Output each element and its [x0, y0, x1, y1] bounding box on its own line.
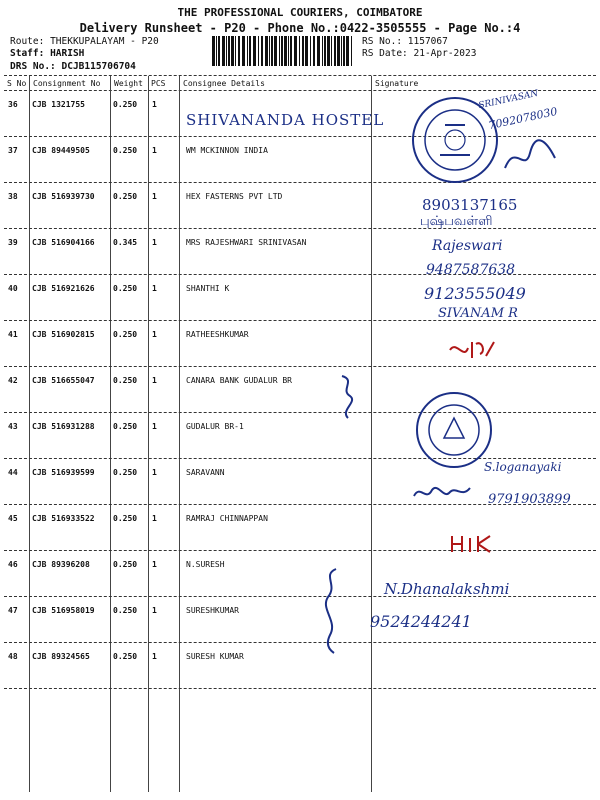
barcode-bar — [290, 36, 292, 66]
barcode-bar — [331, 36, 332, 66]
barcode-bar — [271, 36, 273, 66]
barcode-bar — [258, 36, 259, 66]
table-row — [0, 652, 600, 666]
row-consignee: SHANTHI K — [186, 284, 230, 293]
row-sno: 45 — [8, 514, 18, 523]
row-consignee: SURESHKUMAR — [186, 606, 239, 615]
col-header-consignee: Consignee Details — [183, 79, 265, 88]
handwritten-phone-47: 9524244241 — [370, 612, 472, 631]
row-separator — [4, 458, 596, 459]
stamp-phone: 7092078030 — [487, 104, 559, 133]
row-consignee: HEX FASTERNS PVT LTD — [186, 192, 283, 201]
rs-no-value: 1157067 — [407, 36, 448, 47]
col-header-weight: Weight — [114, 79, 143, 88]
table-row — [0, 330, 600, 344]
handwritten-sivanam: SIVANAM R — [438, 306, 518, 321]
row-pcs: 1 — [152, 422, 157, 431]
barcode-bar — [313, 36, 315, 66]
col-header-pcs: PCS — [151, 79, 166, 88]
barcode-bar — [343, 36, 345, 66]
barcode-bar — [346, 36, 349, 66]
row-consignment-no: CJB 89324565 — [32, 652, 90, 661]
tamil-signature-icon — [410, 478, 474, 506]
red-initials-icon — [448, 532, 498, 554]
barcode-bar — [269, 36, 270, 66]
row-sno: 47 — [8, 606, 18, 615]
rs-no-line — [362, 36, 448, 47]
barcode-bar — [341, 36, 342, 66]
staff-label: Staff: — [10, 48, 45, 59]
row-sno: 43 — [8, 422, 18, 431]
barcode-bar — [302, 36, 304, 66]
row-consignment-no: CJB 516921626 — [32, 284, 95, 293]
barcode-bar — [222, 36, 225, 66]
col-header-signature: Signature — [375, 79, 419, 88]
row-pcs: 1 — [152, 606, 157, 615]
row-weight: 0.250 — [113, 330, 138, 339]
row-pcs: 1 — [152, 560, 157, 569]
row-consignment-no: CJB 1321755 — [32, 100, 85, 109]
row-consignment-no: CJB 516939730 — [32, 192, 95, 201]
row-weight: 0.250 — [113, 100, 138, 109]
row-sno: 46 — [8, 560, 18, 569]
row-consignment-no: CJB 516958019 — [32, 606, 95, 615]
row-sno: 40 — [8, 284, 18, 293]
row-sno: 39 — [8, 238, 18, 247]
row-separator — [4, 228, 596, 229]
rs-no-label: RS No.: — [362, 36, 403, 47]
row-pcs: 1 — [152, 238, 157, 247]
blue-signature-icon — [336, 372, 360, 422]
row-pcs: 1 — [152, 514, 157, 523]
barcode-bar — [281, 36, 283, 66]
route-line — [10, 36, 159, 47]
barcode-bar — [218, 36, 220, 66]
rs-date-line — [362, 48, 476, 59]
table-row — [0, 376, 600, 390]
row-separator — [4, 136, 596, 137]
barcode-bar — [299, 36, 300, 66]
barcode-bar — [324, 36, 326, 66]
barcode-bar — [274, 36, 277, 66]
row-consignment-no: CJB 89396208 — [32, 560, 90, 569]
row-weight: 0.250 — [113, 146, 138, 155]
row-weight: 0.250 — [113, 284, 138, 293]
row-sno: 37 — [8, 146, 18, 155]
row-weight: 0.345 — [113, 238, 138, 247]
row-separator — [4, 642, 596, 643]
rs-date-label: RS Date: — [362, 48, 408, 59]
handwritten-phone-38: 8903137165 — [422, 196, 518, 214]
barcode-bar — [235, 36, 236, 66]
row-consignee: SURESH KUMAR — [186, 652, 244, 661]
barcode-bar — [216, 36, 217, 66]
barcode-bar — [284, 36, 287, 66]
barcode-bar — [351, 36, 352, 66]
barcode-bar — [238, 36, 240, 66]
route-label: Route: — [10, 36, 45, 47]
row-consignment-no: CJB 516931288 — [32, 422, 95, 431]
barcode-bar — [294, 36, 297, 66]
barcode-bar — [322, 36, 323, 66]
barcode-bar — [242, 36, 245, 66]
handwritten-phone-40: 9123555049 — [424, 284, 526, 303]
row-consignee: SARAVANN — [186, 468, 225, 477]
row-consignee: GUDALUR BR-1 — [186, 422, 244, 431]
route-value: THEKKUPALAYAM - P20 — [50, 36, 159, 47]
row-weight: 0.250 — [113, 514, 138, 523]
row-consignment-no: CJB 516902815 — [32, 330, 95, 339]
row-weight: 0.250 — [113, 606, 138, 615]
barcode-bar — [265, 36, 268, 66]
table-row — [0, 514, 600, 528]
handwritten-rajeswari: Rajeswari — [432, 238, 503, 254]
row-separator — [4, 688, 596, 689]
row-sno: 38 — [8, 192, 18, 201]
row-consignee: RATHEESHKUMAR — [186, 330, 249, 339]
signature-scribble-icon — [500, 138, 560, 178]
barcode-bar — [288, 36, 289, 66]
barcode-bar — [337, 36, 340, 66]
runsheet-subtitle: Delivery Runsheet - P20 - Phone No.:0422-3505555 - Page No.:4 — [79, 21, 521, 35]
barcode-bar — [310, 36, 311, 66]
barcode-bar — [228, 36, 230, 66]
drs-line — [10, 61, 136, 72]
row-pcs: 1 — [152, 376, 157, 385]
handwritten-sloganayaki: S.loganayaki — [484, 460, 562, 474]
drs-label: DRS No.: — [10, 61, 56, 72]
row-separator — [4, 366, 596, 367]
table-top-line — [4, 75, 596, 76]
long-signature-icon — [318, 565, 344, 655]
row-pcs: 1 — [152, 284, 157, 293]
row-weight: 0.250 — [113, 422, 138, 431]
row-weight: 0.250 — [113, 468, 138, 477]
handwritten-dhanalakshmi: N.Dhanalakshmi — [384, 580, 510, 598]
row-sno: 48 — [8, 652, 18, 661]
barcode-bar — [249, 36, 251, 66]
col-header-sno: S No — [7, 79, 27, 88]
table-row — [0, 238, 600, 252]
row-consignment-no: CJB 516939599 — [32, 468, 95, 477]
row-consignment-no: CJB 516933522 — [32, 514, 95, 523]
rs-date-value: 21-Apr-2023 — [413, 48, 477, 59]
col-header-consignment: Consignment No — [33, 79, 101, 88]
barcode-bar — [261, 36, 263, 66]
row-weight: 0.250 — [113, 376, 138, 385]
table-header-line — [4, 90, 596, 91]
row-pcs: 1 — [152, 468, 157, 477]
barcode-bar — [226, 36, 227, 66]
row-weight: 0.250 — [113, 560, 138, 569]
handwritten-shivananda: SHIVANANDA HOSTEL — [186, 111, 385, 129]
row-pcs: 1 — [152, 652, 157, 661]
row-pcs: 1 — [152, 100, 157, 109]
red-signature-icon — [446, 338, 498, 362]
row-consignee: WM MCKINNON INDIA — [186, 146, 268, 155]
table-row — [0, 606, 600, 620]
staff-line — [10, 48, 84, 59]
row-consignee: CANARA BANK GUDALUR BR — [186, 376, 292, 385]
table-row — [0, 422, 600, 436]
barcode-bar — [334, 36, 336, 66]
row-consignment-no: CJB 89449505 — [32, 146, 90, 155]
stamp-name: SRINIVASAN — [477, 88, 540, 112]
row-consignment-no: CJB 516655047 — [32, 376, 95, 385]
barcode-bar — [231, 36, 234, 66]
row-weight: 0.250 — [113, 652, 138, 661]
row-weight: 0.250 — [113, 192, 138, 201]
row-consignee: RAMRAJ CHINNAPPAN — [186, 514, 268, 523]
row-sno: 36 — [8, 100, 18, 109]
row-separator — [4, 550, 596, 551]
row-separator — [4, 412, 596, 413]
row-sno: 42 — [8, 376, 18, 385]
barcode-bar — [279, 36, 280, 66]
row-sno: 44 — [8, 468, 18, 477]
barcode-bar — [317, 36, 320, 66]
table-row — [0, 560, 600, 574]
handwritten-phone-39: 9487587638 — [426, 262, 516, 278]
barcode-bar — [247, 36, 248, 66]
handwritten-phone-44: 9791903899 — [488, 492, 571, 507]
row-pcs: 1 — [152, 146, 157, 155]
row-consignee: N.SURESH — [186, 560, 225, 569]
row-consignee: MRS RAJESHWARI SRINIVASAN — [186, 238, 307, 247]
barcode-icon — [212, 36, 354, 66]
barcode-bar — [212, 36, 215, 66]
staff-value: HARISH — [50, 48, 85, 59]
row-consignment-no: CJB 516904166 — [32, 238, 95, 247]
row-sno: 41 — [8, 330, 18, 339]
row-pcs: 1 — [152, 330, 157, 339]
barcode-bar — [305, 36, 308, 66]
drs-value: DCJB115706704 — [61, 61, 136, 72]
barcode-bar — [327, 36, 330, 66]
handwritten-tamil-38: புஷ்பவள்ளி — [420, 214, 493, 229]
barcode-bar — [253, 36, 256, 66]
row-separator — [4, 182, 596, 183]
row-pcs: 1 — [152, 192, 157, 201]
canara-bank-stamp-icon — [414, 390, 494, 470]
company-title: THE PROFESSIONAL COURIERS, COIMBATORE — [177, 6, 423, 19]
